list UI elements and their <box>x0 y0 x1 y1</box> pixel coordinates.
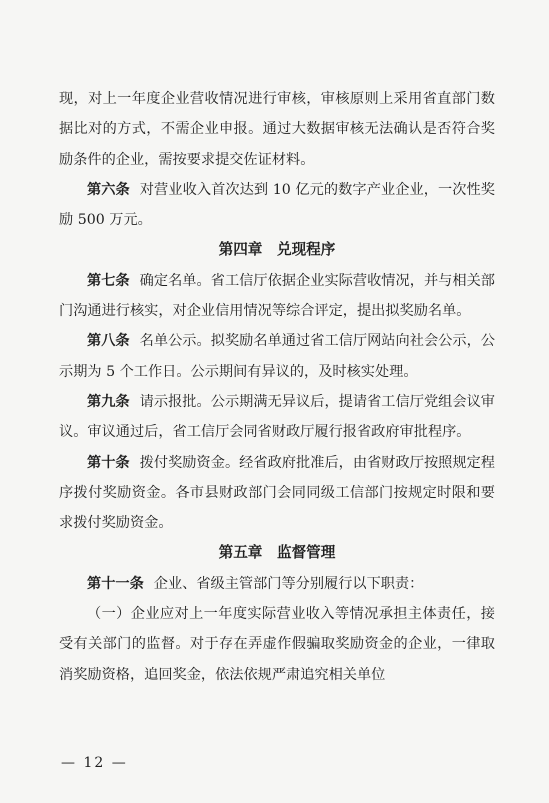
article-11 <box>59 569 495 599</box>
article-label: 第十条 <box>87 454 130 471</box>
article-label: 第九条 <box>87 393 130 410</box>
article-10 <box>59 448 495 539</box>
article-text: 名单公示。拟奖励名单通过省工信厅网站向社会公示，公示期为 5 个工作日。公示期间有异议的，及时核实处理。 <box>59 333 495 380</box>
chapter-5-heading: 第五章 监督管理 <box>218 544 336 562</box>
article-7 <box>59 266 495 327</box>
paragraph-continuation: 现，对上一年度企业营收情况进行审核，审核原则上采用省直部门数据比对的方式，不需企业申报。通过大数据审核无法确认是否符合奖励条件的企业，需按要求提交佐证材料。 <box>59 91 495 168</box>
article-text: 确定名单。省工信厅依据企业实际营收情况，并与相关部门沟通进行核实，对企业信用情况等综合评定，提出拟奖励名单。 <box>59 272 495 320</box>
chapter-4-heading: 第四章 兑现程序 <box>218 241 336 259</box>
article-label: 第十一条 <box>87 575 144 592</box>
article-8 <box>59 326 495 387</box>
clause-1: （一）企业应对上一年度实际营业收入等情况承担主体责任，接受有关部门的监督。对于存在弄虚作假骗取奖励资金的企业，一律取消奖励资格，追回奖金，依法依规严肃追究相关单位 <box>59 606 495 683</box>
article-label: 第六条 <box>87 181 130 198</box>
article-label: 第八条 <box>87 333 130 350</box>
document-body <box>59 84 495 690</box>
article-text: 企业、省级主管部门等分别履行以下职责： <box>153 575 424 592</box>
page-number: — 12 — <box>61 755 128 771</box>
article-text: 拨付奖励资金。经省政府批准后，由省财政厅按照规定程序拨付奖励资金。各市县财政部门会同同级工信部门按规定时限和要求拨付奖励资金。 <box>59 454 495 532</box>
article-6 <box>59 175 495 236</box>
article-label: 第七条 <box>87 272 130 289</box>
article-text: 对营业收入首次达到 10 亿元的数字产业企业，一次性奖励 500 万元。 <box>59 181 495 229</box>
article-text: 请示报批。公示期满无异议后，提请省工信厅党组会议审议。审议通过后，省工信厅会同省财政厅履行报省政府审批程序。 <box>59 393 495 441</box>
article-9 <box>59 387 495 448</box>
